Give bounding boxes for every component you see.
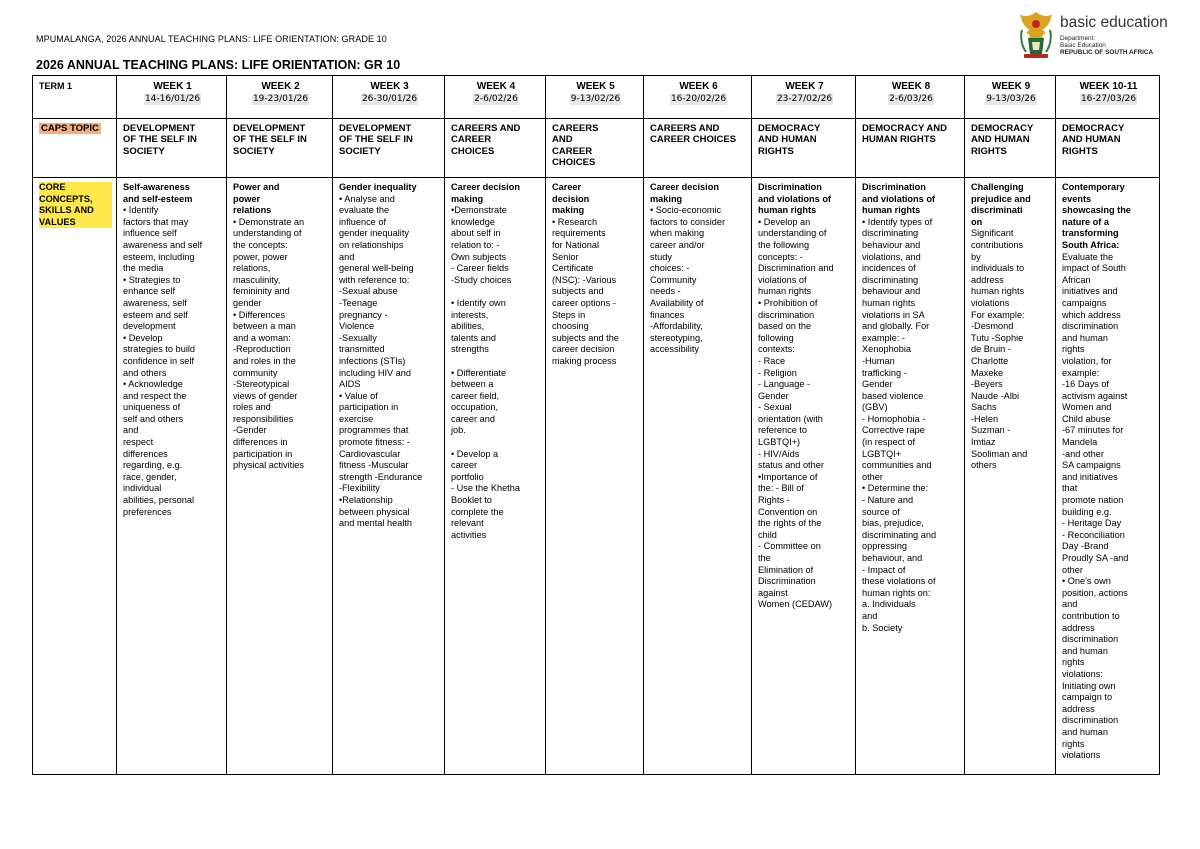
- term-label: TERM 1: [33, 76, 117, 119]
- week-header-row: [33, 76, 1160, 119]
- core-concepts-body: • Demonstrate an understanding of the concepts: power, power relations, masculinity, femininity and gender • Differences between a man and a woman: -Reproduction and roles in the community -Stereotypical views of gender roles and responsibilities -Gender differences in participation in physical activities: [233, 216, 305, 471]
- caps-topic-row: [33, 119, 1160, 178]
- core-concepts-cell: [546, 178, 644, 775]
- caps-topic-cell: DEMOCRACY AND HUMAN RIGHTS: [856, 119, 965, 178]
- week-label: WEEK 10-11: [1079, 81, 1138, 92]
- week-label: WEEK 6: [679, 81, 718, 92]
- week-label: WEEK 9: [991, 81, 1031, 92]
- week-label: WEEK 1: [153, 81, 192, 92]
- core-concepts-body: • Identify types of discriminating behaviour and violations, and incidences of discriminating behaviour and human rights violations in SA and globally. For example: - Xenophobia -Human trafficking - Gender based violence (GBV) - Homophobia - Corrective rape (in respect of LGBTQI+ communities and other • Determine the: - Nature and source of bias, prejudice, discriminating and oppressing behaviour, and - Impact of these violations of human rights on: a. Individuals and b. Society: [862, 216, 937, 633]
- core-concepts-heading: Discrimination and violations of human rights: [758, 182, 831, 216]
- core-concepts-cell: [644, 178, 752, 775]
- core-concepts-body: • Socio-economic factors to consider when making career and/or study choices: - Community needs - Availability of finances -Affordability, stereotyping, accessibility: [650, 205, 726, 355]
- week-dates: 19-23/01/26: [252, 93, 309, 104]
- week-header-4: [445, 76, 546, 119]
- week-header-5: [546, 76, 644, 119]
- week-dates: 9-13/02/26: [570, 93, 621, 104]
- logo-brand-text: basic education: [1060, 14, 1168, 31]
- core-concepts-label-cell: [33, 178, 117, 775]
- week-dates: 9-13/03/26: [986, 93, 1036, 104]
- core-concepts-cell: [227, 178, 333, 775]
- caps-topic-cell: DEVELOPMENT OF THE SELF IN SOCIETY: [117, 119, 227, 178]
- week-label: WEEK 5: [576, 81, 615, 92]
- core-concepts-body: Significant contributions by individuals to address human rights violations For example: -Desmond Tutu -Sophie de Bruin - Charlotte Maxeke -Beyers Naude -Albi Sachs -Helen Suzman - Imtiaz Sooliman and others: [971, 228, 1028, 471]
- week-header-6: [644, 76, 752, 119]
- core-concepts-cell: [333, 178, 445, 775]
- week-header-3: [333, 76, 445, 119]
- core-concepts-heading: Gender inequality: [339, 182, 417, 192]
- document-header: MPUMALANGA, 2026 ANNUAL TEACHING PLANS: LIFE ORIENTATION: GRADE 10: [36, 34, 387, 44]
- dbe-logo: [1016, 8, 1186, 68]
- core-concepts-heading: Self-awareness and self-esteem: [123, 182, 193, 204]
- core-concepts-cell: [965, 178, 1056, 775]
- week-header-8: [856, 76, 965, 119]
- week-label: WEEK 2: [261, 81, 300, 92]
- week-header-2: [227, 76, 333, 119]
- core-concepts-cell: [1056, 178, 1160, 775]
- logo-line-2: Basic Education: [1060, 42, 1106, 49]
- core-concepts-cell: [752, 178, 856, 775]
- teaching-plan-table: [32, 75, 1160, 775]
- core-concepts-heading: Discrimination and violations of human rights: [862, 182, 935, 216]
- core-concepts-label: CORE CONCEPTS, SKILLS AND VALUES: [39, 182, 112, 228]
- core-concepts-heading: Career decision making: [451, 182, 520, 204]
- core-concepts-row: [33, 178, 1160, 775]
- core-concepts-heading: Challenging prejudice and discriminati on: [971, 182, 1031, 227]
- caps-topic-label: CAPS TOPIC: [41, 123, 99, 134]
- week-dates: 2-6/03/26: [889, 93, 933, 104]
- core-concepts-body: • Research requirements for National Senior Certificate (NSC): -Various subjects and career options - Steps in choosing subjects and the career decision making process: [552, 216, 619, 366]
- caps-topic-cell: DEMOCRACY AND HUMAN RIGHTS: [965, 119, 1056, 178]
- week-dates: 16-20/02/26: [670, 93, 727, 104]
- week-dates: 14-16/01/26: [144, 93, 201, 104]
- core-concepts-body: • Develop an understanding of the following concepts: - Discrimination and violations of human rights • Prohibition of discrimination based on the following contexts: - Race - Religion - Language - Gender - Sexual orientation (with reference to LGBTQI+) - HIV/Aids status and other •Importance of the: - Bill of Rights - Convention on the rights of the child - Committee on the Elimination of Discrimination against Women (CEDAW): [758, 216, 834, 610]
- logo-line-3: REPUBLIC OF SOUTH AFRICA: [1060, 49, 1154, 56]
- core-concepts-cell: [856, 178, 965, 775]
- week-dates: 23-27/02/26: [776, 93, 833, 104]
- caps-topic-cell: DEMOCRACY AND HUMAN RIGHTS: [752, 119, 856, 178]
- week-label: WEEK 7: [785, 81, 824, 92]
- page-title: 2026 ANNUAL TEACHING PLANS: LIFE ORIENTATION: GR 10: [36, 58, 401, 72]
- caps-topic-label-cell: [33, 119, 117, 178]
- core-concepts-heading: Career decision making: [552, 182, 590, 216]
- caps-topic-cell: DEVELOPMENT OF THE SELF IN SOCIETY: [333, 119, 445, 178]
- core-concepts-body: •Demonstrate knowledge about self in relation to: - Own subjects - Career fields -Study choices • Identify own interests, abilities, talents and strengths • Differentiate between a career field, occupation, career and job. • Develop a career portfolio - Use the Khetha Booklet to complete the relevant activities: [451, 205, 520, 540]
- core-concepts-cell: [117, 178, 227, 775]
- week-header-9: [965, 76, 1056, 119]
- coat-of-arms-icon: [1018, 10, 1054, 62]
- week-header-1: [117, 76, 227, 119]
- core-concepts-cell: [445, 178, 546, 775]
- week-label: WEEK 8: [891, 81, 931, 92]
- core-concepts-body: Evaluate the impact of South African initiatives and campaigns which address discrimination and human rights violation, for example: -16 Days of activism against Women and Child abuse -67 minutes for Mandela -and other SA campaigns and initiatives that promote nation building e.g. - Heritage Day - Reconciliation Day -Brand Proudly SA -and other • One's own position, actions and contribution to address discrimination and human rights violations: Initiating own campaign to address discrimination and human rights violations: [1062, 251, 1129, 761]
- week-label: WEEK 4: [476, 81, 516, 92]
- core-concepts-heading: Contemporary events showcasing the nature of a transforming South Africa:: [1062, 182, 1131, 250]
- caps-topic-cell: DEMOCRACY AND HUMAN RIGHTS: [1056, 119, 1160, 178]
- caps-topic-cell: CAREERS AND CAREER CHOICES: [546, 119, 644, 178]
- caps-topic-cell: DEVELOPMENT OF THE SELF IN SOCIETY: [227, 119, 333, 178]
- core-concepts-heading: Power and power relations: [233, 182, 280, 216]
- core-concepts-body: • Identify factors that may influence self awareness and self esteem, including the media • Strategies to enhance self awareness, self esteem and self development • Develop strategies to build confidence in self and others • Acknowledge and respect the uniqueness of self and others and respect differences regarding, e.g. race, gender, individual abilities, personal preferences: [123, 205, 203, 517]
- core-concepts-heading: Career decision making: [650, 182, 719, 204]
- week-header-10: [1056, 76, 1160, 119]
- logo-line-1: Department:: [1060, 35, 1096, 42]
- week-dates: 26-30/01/26: [361, 93, 418, 104]
- week-label: WEEK 3: [370, 81, 409, 92]
- caps-topic-cell: CAREERS AND CAREER CHOICES: [644, 119, 752, 178]
- core-concepts-body: • Analyse and evaluate the influence of gender inequality on relationships and general well-being with reference to: -Sexual abuse -Teenage pregnancy - Violence -Sexually transmitted infections (STIs) including HIV and AIDS • Value of participation in exercise programmes that promote fitness: - Cardiovascular fitness -Muscular strength -Endurance -Flexibility •Relationship between physical and mental health: [339, 193, 423, 529]
- caps-topic-cell: CAREERS AND CAREER CHOICES: [445, 119, 546, 178]
- week-header-7: [752, 76, 856, 119]
- week-dates: 2-6/02/26: [474, 93, 518, 104]
- week-dates: 16-27/03/26: [1080, 93, 1137, 104]
